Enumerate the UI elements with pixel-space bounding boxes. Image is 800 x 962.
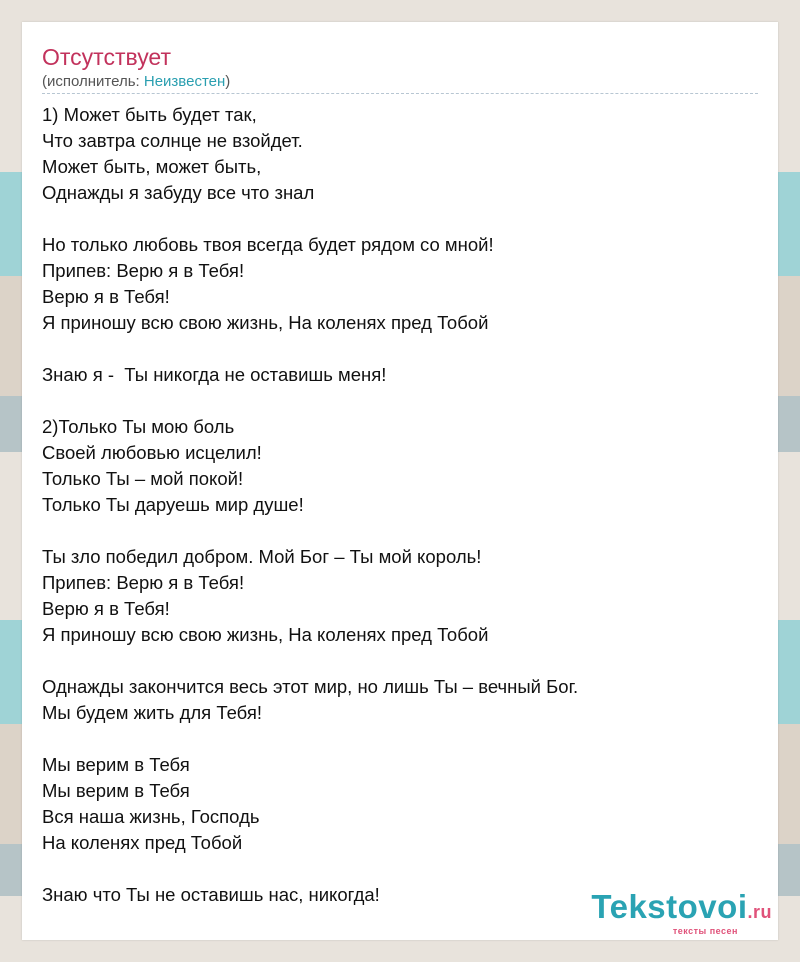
- artist-suffix: ): [225, 73, 231, 90]
- lyric-line: [42, 336, 758, 362]
- lyric-line: Мы верим в Тебя: [42, 780, 190, 801]
- artist-line: [42, 72, 230, 92]
- lyric-line: 1) Может быть будет так,: [42, 104, 257, 125]
- lyric-line: [42, 518, 758, 544]
- lyric-line: Только Ты даруешь мир душе!: [42, 494, 304, 515]
- lyric-line: 2)Только Ты мою боль: [42, 416, 235, 437]
- lyric-line: Ты зло победил добром. Мой Бог – Ты мой король!: [42, 546, 482, 567]
- lyric-line: На коленях пред Тобой: [42, 832, 243, 853]
- logo-tld: .ru: [747, 902, 772, 922]
- lyric-line: Только Ты – мой покой!: [42, 468, 244, 489]
- artist-prefix: (исполнитель:: [42, 73, 144, 90]
- logo-wordmark: [591, 890, 772, 929]
- lyric-line: Припев: Верю я в Тебя!: [42, 572, 245, 593]
- lyrics-card: [22, 22, 778, 940]
- site-logo[interactable]: [591, 890, 772, 936]
- song-title: Отсутствует: [42, 44, 171, 70]
- lyric-line: Однажды закончится весь этот мир, но лишь Ты – вечный Бог.: [42, 676, 579, 697]
- lyric-line: Но только любовь твоя всегда будет рядом со мной!: [42, 234, 494, 255]
- lyric-line: Я приношу всю свою жизнь, На коленях пред Тобой: [42, 624, 489, 645]
- lyric-line: [42, 388, 758, 414]
- artist-link[interactable]: Неизвестен: [143, 73, 226, 90]
- lyric-line: Своей любовью исцелил!: [42, 442, 262, 463]
- lyric-line: Мы будем жить для Тебя!: [42, 702, 263, 723]
- lyrics-text: [42, 102, 758, 908]
- lyric-line: Может быть, может быть,: [42, 156, 262, 177]
- lyric-line: Верю я в Тебя!: [42, 286, 170, 307]
- lyric-line: [42, 206, 758, 232]
- lyric-line: Вся наша жизнь, Господь: [42, 806, 260, 827]
- lyric-line: Что завтра солнце не взойдет.: [42, 130, 303, 151]
- lyric-line: [42, 726, 758, 752]
- lyric-line: Я приношу всю свою жизнь, На коленях пред Тобой: [42, 312, 489, 333]
- lyric-line: [42, 648, 758, 674]
- lyric-line: Знаю что Ты не оставишь нас, никогда!: [42, 884, 380, 905]
- lyric-line: Припев: Верю я в Тебя!: [42, 260, 245, 281]
- lyric-line: Однажды я забуду все что знал: [42, 182, 315, 203]
- lyric-line: Знаю я - Ты никогда не оставишь меня!: [42, 364, 387, 385]
- logo-tagline: тексты песен: [672, 926, 738, 936]
- lyric-line: Мы верим в Тебя: [42, 754, 190, 775]
- lyric-line: [42, 856, 758, 882]
- logo-name: Tekstovoi: [591, 888, 748, 925]
- title-divider: [42, 93, 758, 94]
- lyric-line: Верю я в Тебя!: [42, 598, 170, 619]
